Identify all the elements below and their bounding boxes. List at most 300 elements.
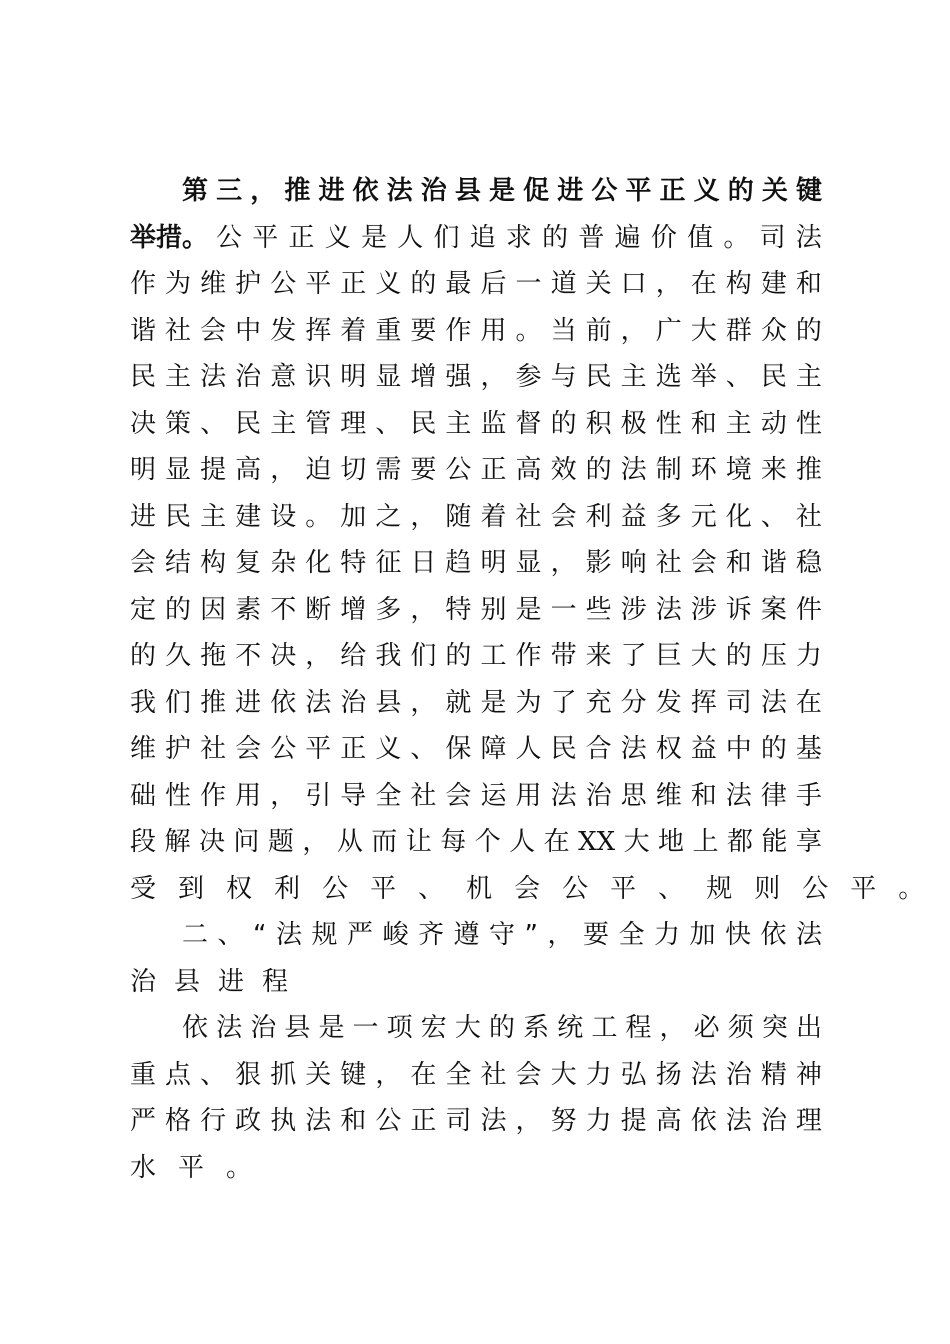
glyph: 、 [760,501,787,532]
glyph: 护 [235,269,262,299]
glyph: 当 [550,315,577,346]
glyph: 会 [690,548,717,578]
glyph: 公 [270,734,297,764]
glyph: 法 [795,222,822,253]
glyph: 的 [130,641,157,671]
glyph: 案 [760,594,787,625]
glyph: 来 [760,455,787,485]
glyph: 来 [585,641,612,671]
glyph: 法 [275,920,302,950]
glyph: 合 [585,734,612,764]
glyph: 的 [585,455,612,485]
glyph: 、 [200,408,227,439]
glyph: 司 [445,1106,472,1136]
glyph: 公 [375,1106,402,1136]
glyph: 就 [445,687,472,718]
glyph: 巨 [655,641,682,671]
glyph: 快 [724,920,751,950]
glyph: 的 [727,176,754,206]
section-heading-line-2 [130,959,822,1006]
glyph: 导 [340,780,367,811]
glyph: 点 [165,1059,192,1090]
glyph: 而 [371,827,398,857]
glyph: 县 [454,176,481,206]
glyph: 严 [130,1106,157,1136]
glyph: 平 [305,269,332,299]
glyph: 法 [550,780,577,811]
glyph: 力 [795,641,822,671]
glyph: 守 [488,920,515,950]
glyph: 主 [795,362,822,392]
glyph: 民 [550,734,577,764]
glyph: 治 [235,362,262,392]
glyph: 。 [305,501,332,532]
glyph: 峻 [382,920,409,950]
glyph: 正 [410,1106,437,1136]
paragraph-1-line-12 [130,680,822,727]
glyph: 显 [165,455,192,485]
glyph: 司 [759,222,786,253]
glyph: 依 [182,1013,209,1043]
glyph: 平 [610,873,637,904]
glyph: 治 [585,780,612,811]
glyph: 、 [418,873,445,904]
glyph: “ [253,920,267,950]
glyph: 进 [235,687,262,718]
glyph: 提 [200,455,227,485]
glyph: ， [410,501,437,532]
glyph: 多 [375,594,402,625]
paragraph-1-line-3 [130,261,822,308]
glyph: 人 [397,222,424,253]
glyph: 显 [515,548,542,578]
glyph: 举 [690,362,717,392]
glyph: 的 [542,222,569,253]
glyph: 、 [725,362,752,392]
glyph: 法 [760,687,787,718]
glyph: 动 [760,408,787,439]
glyph: 作 [515,641,542,671]
glyph: 规 [706,873,733,904]
glyph: 高 [235,455,262,485]
glyph: 参 [515,362,542,392]
glyph: 增 [340,594,367,625]
glyph: 诉 [725,594,752,625]
glyph: 道 [550,269,577,299]
glyph: 的 [795,315,822,346]
glyph: 和 [340,1106,367,1136]
glyph: 统 [557,1013,584,1043]
glyph: 建 [760,269,787,299]
glyph: 性 [165,780,192,811]
glyph: 义 [693,176,720,206]
glyph: 监 [480,408,507,439]
glyph: 平 [370,873,397,904]
paragraph-1-line-8 [130,494,822,541]
glyph: 每 [440,827,467,857]
glyph: 高 [515,455,542,485]
glyph: 全 [375,780,402,811]
glyph: 权 [226,873,253,904]
glyph: 工 [480,641,507,671]
glyph: 积 [585,408,612,439]
glyph: 思 [620,780,647,811]
glyph: 的 [550,408,577,439]
glyph: 大 [690,315,717,346]
glyph: 征 [375,548,402,578]
glyph: 力 [585,1059,612,1090]
glyph: 义 [375,269,402,299]
glyph: 公 [591,176,618,206]
glyph: 化 [725,501,752,532]
glyph: 解 [164,827,191,857]
glyph: 保 [445,734,472,764]
glyph: 构 [725,269,752,299]
glyph: 杂 [270,548,297,578]
glyph: 、 [375,408,402,439]
glyph: 维 [655,780,682,811]
glyph: 我 [130,687,157,718]
glyph: 提 [620,1106,647,1136]
glyph: 件 [795,594,822,625]
glyph: 素 [235,594,262,625]
glyph: ， [410,594,437,625]
glyph: 治 [725,1059,752,1090]
glyph: 律 [760,780,787,811]
glyph: 社 [165,315,192,346]
glyph: 突 [761,1013,788,1043]
glyph: 和 [725,548,752,578]
paragraph-1-line-11 [130,633,822,680]
glyph: 识 [305,362,332,392]
glyph: 推 [200,687,227,718]
paragraph-1-line-7 [130,447,822,494]
glyph: 是 [480,687,507,718]
line-2-rest [216,215,822,262]
glyph: 进 [130,501,157,532]
glyph: 主 [200,501,227,532]
glyph: 中 [235,315,262,346]
glyph: 民 [410,408,437,439]
glyph: 会 [514,873,541,904]
glyph: 督 [515,408,542,439]
glyph: 随 [445,501,472,532]
glyph: 法 [216,1013,243,1043]
glyph: 显 [375,362,402,392]
glyph: 在 [543,827,570,857]
glyph: 和 [690,780,717,811]
glyph: 响 [620,548,647,578]
paragraph-1-line-10 [130,587,822,634]
glyph: 治 [420,176,447,206]
glyph: 高 [655,1106,682,1136]
glyph: 措 [156,222,183,253]
glyph: 法 [655,594,682,625]
glyph: ， [659,1013,686,1043]
glyph: 机 [466,873,493,904]
glyph: 决 [130,408,157,439]
glyph: 进 [218,966,245,997]
glyph: 全 [445,1059,472,1090]
glyph: 为 [515,687,542,718]
glyph: 义 [324,222,351,253]
glyph: 社 [410,780,437,811]
glyph: 让 [405,827,432,857]
paragraph-3-line-2 [130,1052,822,1099]
glyph: 求 [505,222,532,253]
glyph: 性 [655,408,682,439]
glyph: 意 [270,362,297,392]
glyph: 们 [165,687,192,718]
glyph: 严 [346,920,373,950]
glyph: 与 [550,362,577,392]
glyph: 的 [445,641,472,671]
glyph: 发 [655,687,682,718]
glyph: 影 [585,548,612,578]
glyph: 宏 [420,1013,447,1043]
glyph: 复 [235,548,262,578]
glyph: 涉 [620,594,647,625]
glyph: 我 [375,641,402,671]
glyph: 要 [582,920,609,950]
glyph: 最 [445,269,472,299]
glyph: 民 [585,362,612,392]
glyph: 进 [318,176,345,206]
glyph: 、 [200,1059,227,1090]
glyph: 、 [410,734,437,764]
glyph: ， [375,1059,402,1090]
glyph: 给 [340,641,367,671]
glyph: 值 [687,222,714,253]
glyph: 地 [658,827,685,857]
glyph: 依 [760,920,787,950]
glyph: 追 [469,222,496,253]
glyph: 是 [488,176,515,206]
glyph: 格 [165,1106,192,1136]
glyph: 是 [515,594,542,625]
glyph: 构 [200,548,227,578]
glyph: 依 [270,687,297,718]
glyph: 明 [480,548,507,578]
glyph: 公 [562,873,589,904]
glyph: 促 [523,176,550,206]
glyph: 水 [130,1152,157,1183]
glyph: 公 [802,873,829,904]
glyph: 依 [690,1106,717,1136]
glyph: 群 [725,315,752,346]
glyph: 大 [454,1013,481,1043]
glyph: 稳 [795,548,822,578]
glyph: XX [578,827,616,857]
glyph: 护 [165,734,192,764]
glyph: 推 [284,176,311,206]
glyph: 关 [305,1059,332,1090]
glyph: 特 [445,594,472,625]
glyph: 平 [178,1152,205,1183]
glyph: 题 [267,827,294,857]
glyph: 关 [585,269,612,299]
glyph: 基 [795,734,822,764]
glyph: ， [547,920,574,950]
glyph: 段 [130,827,157,857]
glyph: 县 [174,966,201,997]
glyph: 县 [284,1013,311,1043]
glyph: 齐 [417,920,444,950]
glyph: 。 [515,315,542,346]
glyph: 着 [340,315,367,346]
glyph: 制 [655,455,682,485]
glyph: 了 [550,687,577,718]
glyph: 法 [795,920,822,950]
paragraph-3-line-3 [130,1098,822,1145]
glyph: 法 [725,1106,752,1136]
glyph: 出 [795,1013,822,1043]
glyph: 法 [480,1106,507,1136]
glyph: 利 [274,873,301,904]
glyph: 大 [690,641,717,671]
glyph: 进 [557,176,584,206]
glyph: 挥 [690,687,717,718]
glyph: 平 [305,734,332,764]
glyph: 会 [515,1059,542,1090]
glyph: 正 [659,176,686,206]
glyph: 效 [550,455,577,485]
glyph: 之 [375,501,402,532]
paragraph-3-line-1 [182,1005,822,1052]
glyph: 一 [352,1013,379,1043]
glyph: 主 [725,408,752,439]
glyph: 作 [130,269,157,299]
glyph: 公 [216,222,243,253]
glyph: 趋 [445,548,472,578]
glyph: 社 [200,734,227,764]
glyph: 正 [340,734,367,764]
glyph: 在 [410,1059,437,1090]
glyph: 在 [690,269,717,299]
glyph: 民 [165,501,192,532]
glyph: 一 [515,269,542,299]
glyph: 决 [270,641,297,671]
paragraph-1-line-14 [130,773,822,820]
glyph: 、 [217,920,244,950]
glyph: 用 [235,780,262,811]
glyph: 迫 [305,455,332,485]
glyph: 特 [340,548,367,578]
glyph: ， [250,176,277,206]
glyph: 维 [200,269,227,299]
glyph: 法 [305,1106,332,1136]
paragraph-1-line-16 [130,866,925,913]
glyph: 化 [305,548,332,578]
glyph: 久 [165,641,192,671]
glyph: ， [410,687,437,718]
glyph: 维 [130,734,157,764]
glyph: 选 [655,362,682,392]
glyph: 理 [795,1106,822,1136]
glyph: 抓 [270,1059,297,1090]
glyph: 切 [340,455,367,485]
glyph: 益 [690,734,717,764]
glyph: 别 [480,594,507,625]
glyph: 要 [410,455,437,485]
glyph: 依 [352,176,379,206]
glyph: 会 [235,734,262,764]
glyph: 作 [445,315,472,346]
paragraph-1-line-2 [130,215,822,262]
glyph: 法 [620,734,647,764]
glyph: 民 [760,362,787,392]
glyph: 需 [375,455,402,485]
glyph: 键 [795,176,822,206]
glyph: 受 [130,873,157,904]
glyph: 行 [200,1106,227,1136]
glyph: 则 [754,873,781,904]
glyph: 平 [625,176,652,206]
glyph: 法 [386,176,413,206]
glyph: 力 [653,920,680,950]
glyph: 们 [410,641,437,671]
glyph: 加 [689,920,716,950]
glyph: 普 [578,222,605,253]
glyph: 了 [620,641,647,671]
glyph: ， [270,780,297,811]
glyph: 设 [270,501,297,532]
glyph: 元 [690,501,717,532]
glyph: 法 [305,687,332,718]
glyph: 拖 [200,641,227,671]
glyph: 须 [727,1013,754,1043]
paragraph-1-line-4 [130,308,822,355]
glyph: 会 [445,780,472,811]
paragraph-3-line-4 [130,1145,822,1192]
paragraph-1-line-13 [130,726,822,773]
glyph: 决 [198,827,225,857]
glyph: 会 [200,315,227,346]
glyph: 平 [252,222,279,253]
glyph: 口 [620,269,647,299]
glyph: 法 [690,1059,717,1090]
glyph: 程 [625,1013,652,1043]
glyph: 谐 [760,548,787,578]
glyph: 公 [322,873,349,904]
glyph: 法 [620,455,647,485]
glyph: 定 [130,594,157,625]
glyph: 加 [340,501,367,532]
glyph: 理 [340,408,367,439]
glyph: 二 [182,920,209,950]
glyph: 是 [360,222,387,253]
glyph: 、 [658,873,685,904]
glyph: 极 [620,408,647,439]
glyph: ， [270,455,297,485]
paragraph-1-line-9 [130,540,822,587]
glyph: 重 [130,1059,157,1090]
glyph: 的 [165,594,192,625]
glyph: 人 [515,734,542,764]
glyph: 民 [130,362,157,392]
glyph: ， [620,315,647,346]
glyph: 日 [410,548,437,578]
document-body [130,168,925,1191]
glyph: 狠 [235,1059,262,1090]
glyph: 作 [200,780,227,811]
glyph: 必 [693,1013,720,1043]
glyph: 会 [550,501,577,532]
glyph: 正 [288,222,315,253]
glyph: 为 [165,269,192,299]
glyph: 明 [340,362,367,392]
glyph: 神 [795,1059,822,1090]
